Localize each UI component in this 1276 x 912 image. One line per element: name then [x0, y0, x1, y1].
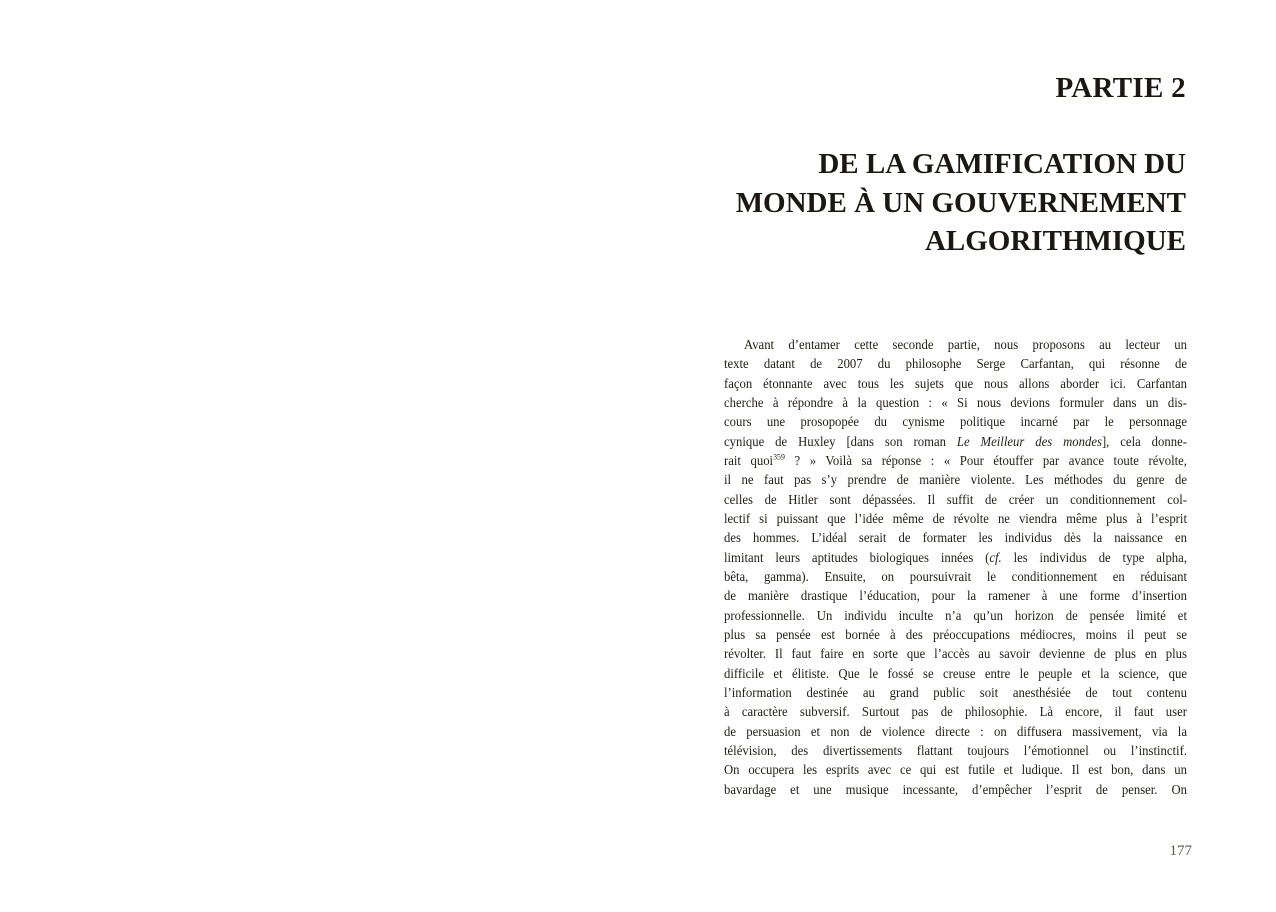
paragraph-line: cherche à répondre à la question : « Si nous devions formuler dans un dis- — [724, 395, 1187, 411]
paragraph-line: à caractère subversif. Surtout pas de philosophie. Là encore, il faut user — [724, 705, 1187, 721]
page-number: 177 — [1169, 843, 1192, 859]
paragraph-line: plus sa pensée est bornée à des préoccupations médiocres, moins il peut se — [724, 627, 1187, 643]
paragraph-line: professionnelle. Un individu inculte n’a qu’un horizon de pensée limité et — [724, 608, 1187, 624]
paragraph-line: de persuasion et non de violence directe : on diffusera massivement, via la — [724, 724, 1187, 740]
paragraph-line: On occupera les esprits avec ce qui est futile et ludique. Il est bon, dans un — [724, 763, 1187, 779]
paragraph-line: révolter. Il faut faire en sorte que l’accès au savoir devienne de plus en plus — [724, 647, 1187, 663]
paragraph-line: télévision, des divertissements flattant toujours l’émotionnel ou l’instinctif. — [724, 743, 1187, 759]
body-paragraph — [724, 336, 1187, 800]
paragraph-line: l’information destinée au grand public soit anesthésiée de tout contenu — [724, 685, 1187, 701]
paragraph-line: bavardage et une musique incessante, d’empêcher l’esprit de penser. On — [724, 782, 1187, 798]
paragraph-line: façon étonnante avec tous les sujets que nous allons aborder ici. Carfantan — [724, 376, 1187, 392]
paragraph-line: texte datant de 2007 du philosophe Serge Carfantan, qui résonne de — [724, 357, 1187, 373]
paragraph-line: rait quoi$^{359}$ ? » Voilà sa réponse : « Pour étouffer par avance toute révolte, — [724, 451, 1187, 469]
part-label: PARTIE 2 — [1055, 72, 1186, 104]
paragraph-line: il ne faut pas s’y prendre de manière violente. Les méthodes du genre de — [724, 473, 1187, 489]
paragraph-line: bêta, gamma). Ensuite, on poursuivrait le conditionnement en réduisant — [724, 569, 1187, 585]
chapter-title — [560, 145, 1186, 261]
paragraph-line: Avant d’entamer cette seconde partie, nous proposons au lecteur un — [743, 338, 1187, 353]
chapter-title-line: DE LA GAMIFICATION DU — [818, 148, 1186, 180]
paragraph-line: celles de Hitler sont dépassées. Il suffit de créer un conditionnement col- — [724, 492, 1187, 508]
chapter-title-line: MONDE À UN GOUVERNEMENT — [735, 186, 1186, 219]
paragraph-line: cours une prosopopée du cynisme politique incarné par le personnage — [724, 415, 1187, 431]
paragraph-line: des hommes. L’idéal serait de formater les individus dès la naissance en — [724, 531, 1187, 547]
chapter-title-line: ALGORITHMIQUE — [924, 225, 1186, 258]
paragraph-line: cynique de Huxley [dans son roman Le Meilleur des mondes], cela donne- — [724, 434, 1187, 450]
paragraph-line: de manière drastique l’éducation, pour la ramener à une forme d’insertion — [724, 589, 1187, 605]
paragraph-line: lectif si puissant que l’idée même de révolte ne viendra même plus à l’esprit — [724, 511, 1187, 527]
paragraph-line: difficile et élitiste. Que le fossé se creuse entre le peuple et la science, que — [724, 666, 1187, 682]
paragraph-line: limitant leurs aptitudes biologiques innées (cf. les individus de type alpha, — [724, 550, 1187, 566]
